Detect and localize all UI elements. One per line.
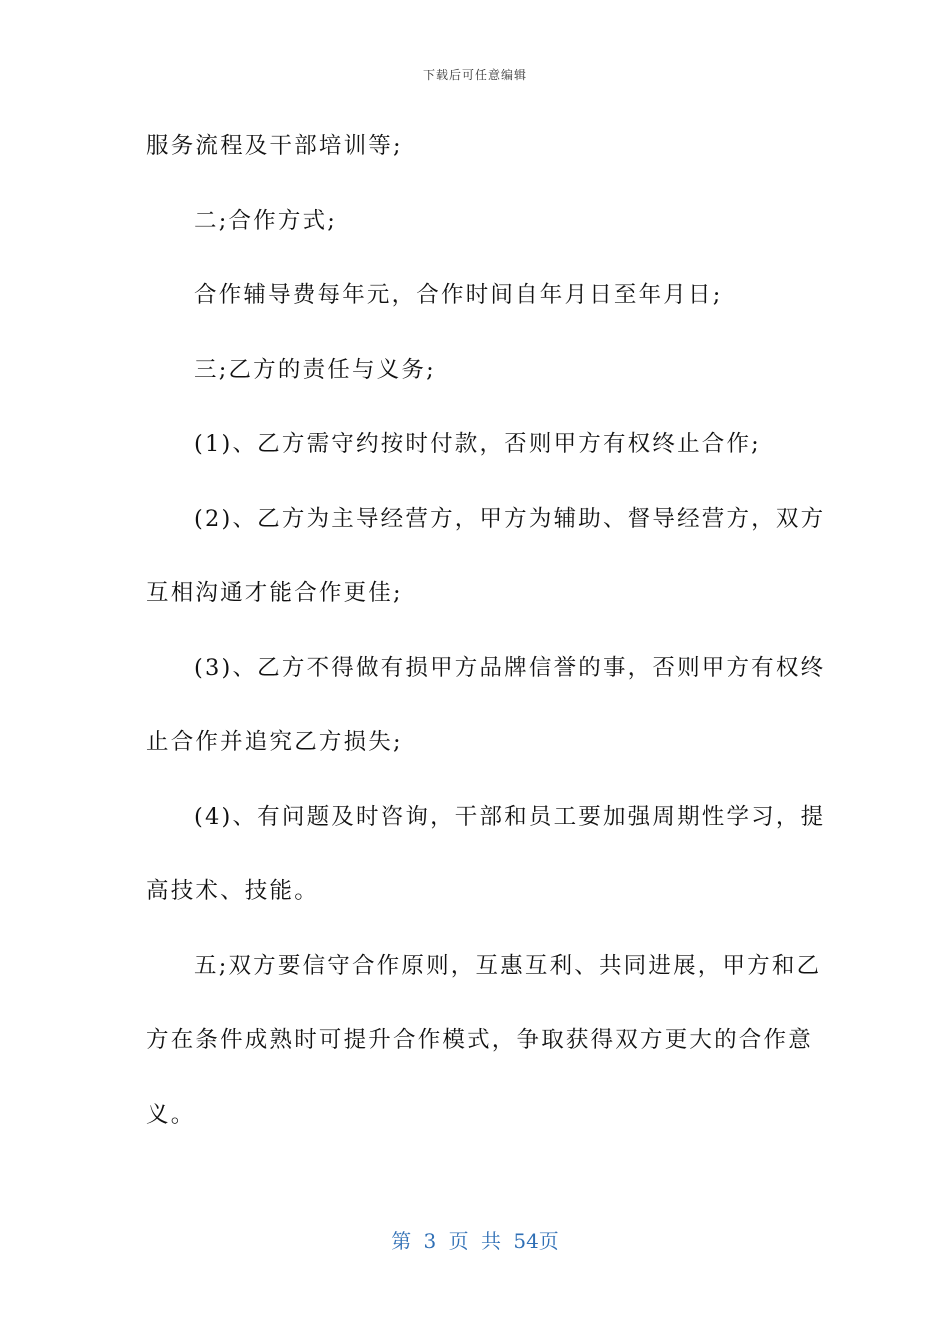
page-number-footer: 第 3 页 共 54页 [391,1229,559,1253]
body-line: 义。 [146,1101,196,1128]
document-body [146,124,826,1167]
body-line: 互相沟通才能合作更佳; [146,580,403,606]
body-line: 方在条件成熟时可提升合作模式，争取获得双方更大的合作意 [146,1027,813,1053]
body-line: (1)、乙方需守约按时付款，否则甲方有权终止合作; [194,431,761,457]
body-line: 合作辅导费每年元，合作时间自年月日至年月日; [194,282,723,308]
body-line: (2)、乙方为主导经营方，甲方为辅助、督导经营方，双方 [194,505,826,532]
body-line: 高技术、技能。 [146,878,319,904]
body-line: 二;合作方式; [194,207,338,234]
body-line: (3)、乙方不得做有损甲方品牌信誉的事，否则甲方有权终 [194,654,826,681]
body-line: 三;乙方的责任与义务; [194,356,436,383]
body-line: 五;双方要信守合作原则，互惠互利、共同进展，甲方和乙 [194,952,822,979]
header-note: 下载后可任意编辑 [422,68,527,82]
body-line: 止合作并追究乙方损失; [146,729,403,755]
body-line: (4)、有问题及时咨询，干部和员工要加强周期性学习，提 [194,803,826,830]
body-line: 服务流程及干部培训等; [146,133,403,159]
